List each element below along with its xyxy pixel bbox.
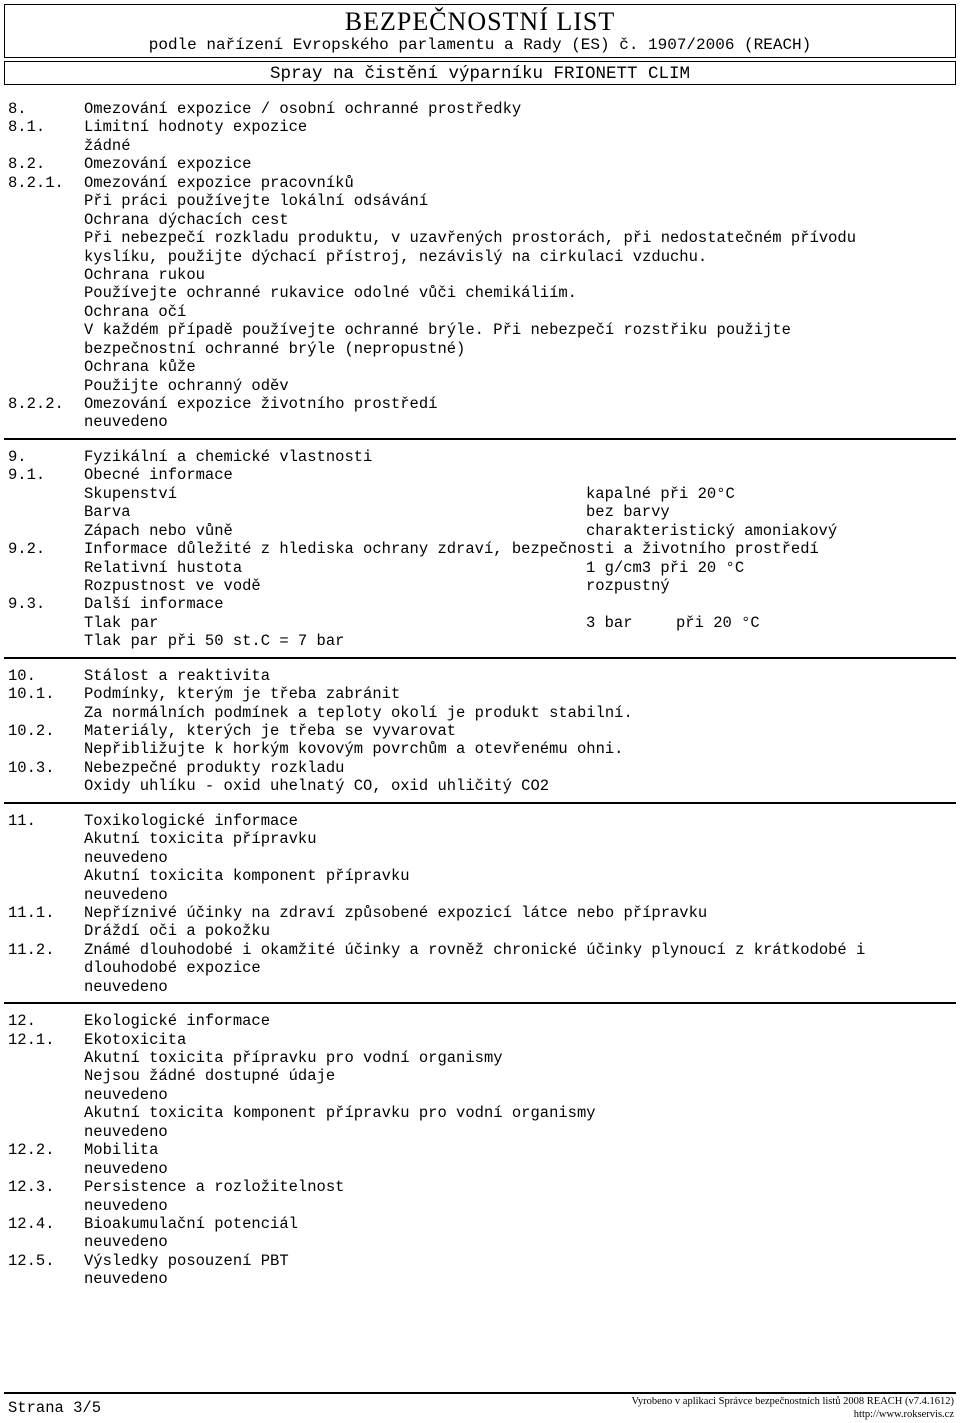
section-title: Omezování expozice [84,155,252,174]
property-row [0,522,960,540]
value-text: neuvedeno [84,1270,168,1289]
property-value-condition: při 20 °C [676,613,760,632]
property-label: Relativní hustota [84,558,243,577]
text-line [0,137,960,155]
section-number: 9.2. [8,540,46,559]
section-number: 12.4. [8,1214,55,1233]
section-title-continued: dlouhodobé expozice [84,959,261,978]
section-number: 10.1. [8,685,55,704]
property-label: Zápach nebo vůně [84,521,233,540]
section-heading [0,812,960,830]
value-text: neuvedeno [84,1159,168,1178]
section-number: 12. [8,1012,36,1031]
subsection-heading [0,1215,960,1233]
page-number: Strana 3/5 [8,1399,102,1417]
text-line [0,978,960,996]
section-title: Známé dlouhodobé i okamžité účinky a rovněž chronické účinky plynoucí z krátkodobé i [84,940,866,959]
subsection-heading [0,118,960,136]
section-number: 11. [8,811,36,830]
value-text: Akutní toxicita přípravku [84,830,317,849]
value-text: Oxidy uhlíku - oxid uhelnatý CO, oxid uhličitý CO2 [84,777,550,796]
section-number: 12.1. [8,1030,55,1049]
text-line [0,266,960,284]
text-line [0,867,960,885]
value-text: Dráždí oči a pokožku [84,922,271,941]
text-line [0,886,960,904]
property-row [0,614,960,632]
section-title: Ekologické informace [84,1012,271,1031]
section-number: 11.2. [8,940,55,959]
text-line [0,1123,960,1141]
value-text: Za normálních podmínek a teploty okolí je produkt stabilní. [84,703,633,722]
value-text: V každém případě používejte ochranné brýle. Při nebezpečí rozstřiku použijte [84,321,791,340]
text-line [0,358,960,376]
section-title: Toxikologické informace [84,811,298,830]
text-line [0,1049,960,1067]
section-title: Další informace [84,595,224,614]
value-text: Při nebezpečí rozkladu produktu, v uzavřených prostorách, při nedostatečném přívodu [84,229,857,248]
text-line [0,1086,960,1104]
section-title: Informace důležité z hlediska ochrany zdraví, bezpečnosti a životního prostředí [84,540,819,559]
value-text: Tlak par při 50 st.C = 7 bar [84,632,345,651]
section-number: 8.2.1. [8,173,64,192]
section-title: Omezování expozice pracovníků [84,173,354,192]
subsection-heading [0,595,960,613]
section-heading [0,1012,960,1030]
property-value: 3 bar [586,613,633,632]
value-text: Ochrana dýchacích cest [84,210,289,229]
property-value: bez barvy [586,503,670,522]
subsection-heading [0,174,960,192]
subsection-heading [0,904,960,922]
value-text: neuvedeno [84,977,168,996]
section-number: 9.1. [8,466,46,485]
section-title: Materiály, kterých je třeba se vyvarovat [84,722,457,740]
text-line [0,303,960,321]
subsection-heading [0,1252,960,1270]
text-line [0,777,960,795]
section-number: 12.3. [8,1178,55,1197]
value-text: neuvedeno [84,885,168,904]
text-line [0,377,960,395]
value-text: Nejsou žádné dostupné údaje [84,1067,336,1086]
section-heading [0,448,960,466]
section-title: Fyzikální a chemické vlastnosti [84,447,373,466]
document-subtitle: podle nařízení Evropského parlamentu a Rady (ES) č. 1907/2006 (REACH) [148,36,812,54]
property-label: Rozpustnost ve vodě [84,576,261,595]
section-number: 10.2. [8,722,55,740]
property-value: kapalné při 20°C [586,484,735,503]
subsection-heading [0,1141,960,1159]
text-line [0,413,960,431]
text-line [0,830,960,848]
subsection-heading [0,1178,960,1196]
text-line [0,1104,960,1122]
text-line [0,248,960,266]
section-number: 8. [8,100,27,118]
value-text: kyslíku, použijte dýchací přístroj, nezávislý na cirkulaci vzduchu. [84,247,708,266]
property-row [0,503,960,521]
section-number: 8.2. [8,155,46,174]
value-text: neuvedeno [84,413,168,432]
section-divider [4,802,956,804]
value-text: Akutní toxicita komponent přípravku [84,867,410,886]
section-divider [4,1002,956,1004]
value-text: neuvedeno [84,1233,168,1252]
text-line [0,959,960,977]
section-title: Persistence a rozložitelnost [84,1178,345,1197]
property-value: 1 g/cm3 při 20 °C [586,558,745,577]
value-text: Akutní toxicita komponent přípravku pro vodní organismy [84,1104,596,1123]
text-line [0,284,960,302]
section-number: 11.1. [8,903,55,922]
product-name: Spray na čistění výparníku FRIONETT CLIM [269,64,691,84]
text-line [0,211,960,229]
subsection-heading [0,395,960,413]
section-title: Výsledky posouzení PBT [84,1251,289,1270]
section-number: 9.3. [8,595,46,614]
property-row [0,485,960,503]
subsection-heading [0,1031,960,1049]
section-divider [4,438,956,440]
subsection-heading [0,941,960,959]
value-text: Ochrana rukou [84,265,205,284]
text-line [0,1233,960,1251]
value-text: žádné [84,136,131,155]
value-text: Nepřibližujte k horkým kovovým povrchům a otevřenému ohni. [84,740,624,759]
text-line [0,1067,960,1085]
section-title: Mobilita [84,1141,159,1160]
section-title: Stálost a reaktivita [84,666,271,685]
subsection-heading [0,759,960,777]
value-text: Ochrana očí [84,302,187,321]
section-title: Omezování expozice životního prostředí [84,395,438,413]
text-line [0,849,960,867]
value-text: neuvedeno [84,1122,168,1141]
section-number: 12.2. [8,1141,55,1160]
value-text: neuvedeno [84,848,168,867]
section-divider [4,657,956,659]
value-text: Použijte ochranný oděv [84,376,289,395]
section-title: Bioakumulační potenciál [84,1214,298,1233]
section-title: Nebezpečné produkty rozkladu [84,758,345,777]
section-number: 8.2.2. [8,395,64,413]
text-line [0,340,960,358]
property-value: rozpustný [586,576,670,595]
section-heading [0,100,960,118]
value-text: Používejte ochranné rukavice odolné vůči chemikáliím. [84,284,577,303]
section-number: 9. [8,447,27,466]
section-number: 12.5. [8,1251,55,1270]
subsection-heading [0,722,960,740]
subsection-heading [0,466,960,484]
subsection-heading [0,155,960,173]
property-label: Skupenství [84,484,178,503]
section-title: Omezování expozice / osobní ochranné prostředky [84,100,522,118]
section-title: Obecné informace [84,466,233,485]
text-line [0,229,960,247]
section-title: Ekotoxicita [84,1030,187,1049]
generator-credit: Vyrobeno v aplikaci Správce bezpečnostních listů 2008 REACH (v7.4.1612) [631,1396,954,1407]
value-text: Ochrana kůže [84,358,196,377]
document-header [4,4,956,83]
footer-divider [4,1392,956,1394]
property-row [0,577,960,595]
section-title: Limitní hodnoty expozice [84,118,308,137]
property-label: Barva [84,503,131,522]
document-body [0,100,960,1289]
subsection-heading [0,540,960,558]
value-text: neuvedeno [84,1085,168,1104]
property-row [0,559,960,577]
subsection-heading [0,685,960,703]
text-line [0,1160,960,1178]
section-title: Podmínky, kterým je třeba zabránit [84,685,401,704]
text-line [0,922,960,940]
value-text: neuvedeno [84,1196,168,1215]
footer-link[interactable]: http://www.rokservis.cz [853,1409,954,1420]
value-text: Při práci používejte lokální odsávání [84,192,429,211]
section-number: 10. [8,666,36,685]
section-number: 10.3. [8,758,55,777]
section-number: 8.1. [8,118,46,137]
text-line [0,740,960,758]
text-line [0,1270,960,1288]
value-text: bezpečnostní ochranné brýle (nepropustné) [84,339,466,358]
section-heading [0,667,960,685]
text-line [0,632,960,650]
text-line [0,1197,960,1215]
section-title: Nepříznivé účinky na zdraví způsobené expozicí látce nebo přípravku [84,903,708,922]
value-text: Akutní toxicita přípravku pro vodní organismy [84,1049,503,1067]
text-line [0,704,960,722]
text-line [0,321,960,339]
document-title: BEZPEČNOSTNÍ LIST [344,7,616,36]
property-value: charakteristický amoniakový [586,521,838,540]
property-label: Tlak par [84,613,159,632]
text-line [0,192,960,210]
